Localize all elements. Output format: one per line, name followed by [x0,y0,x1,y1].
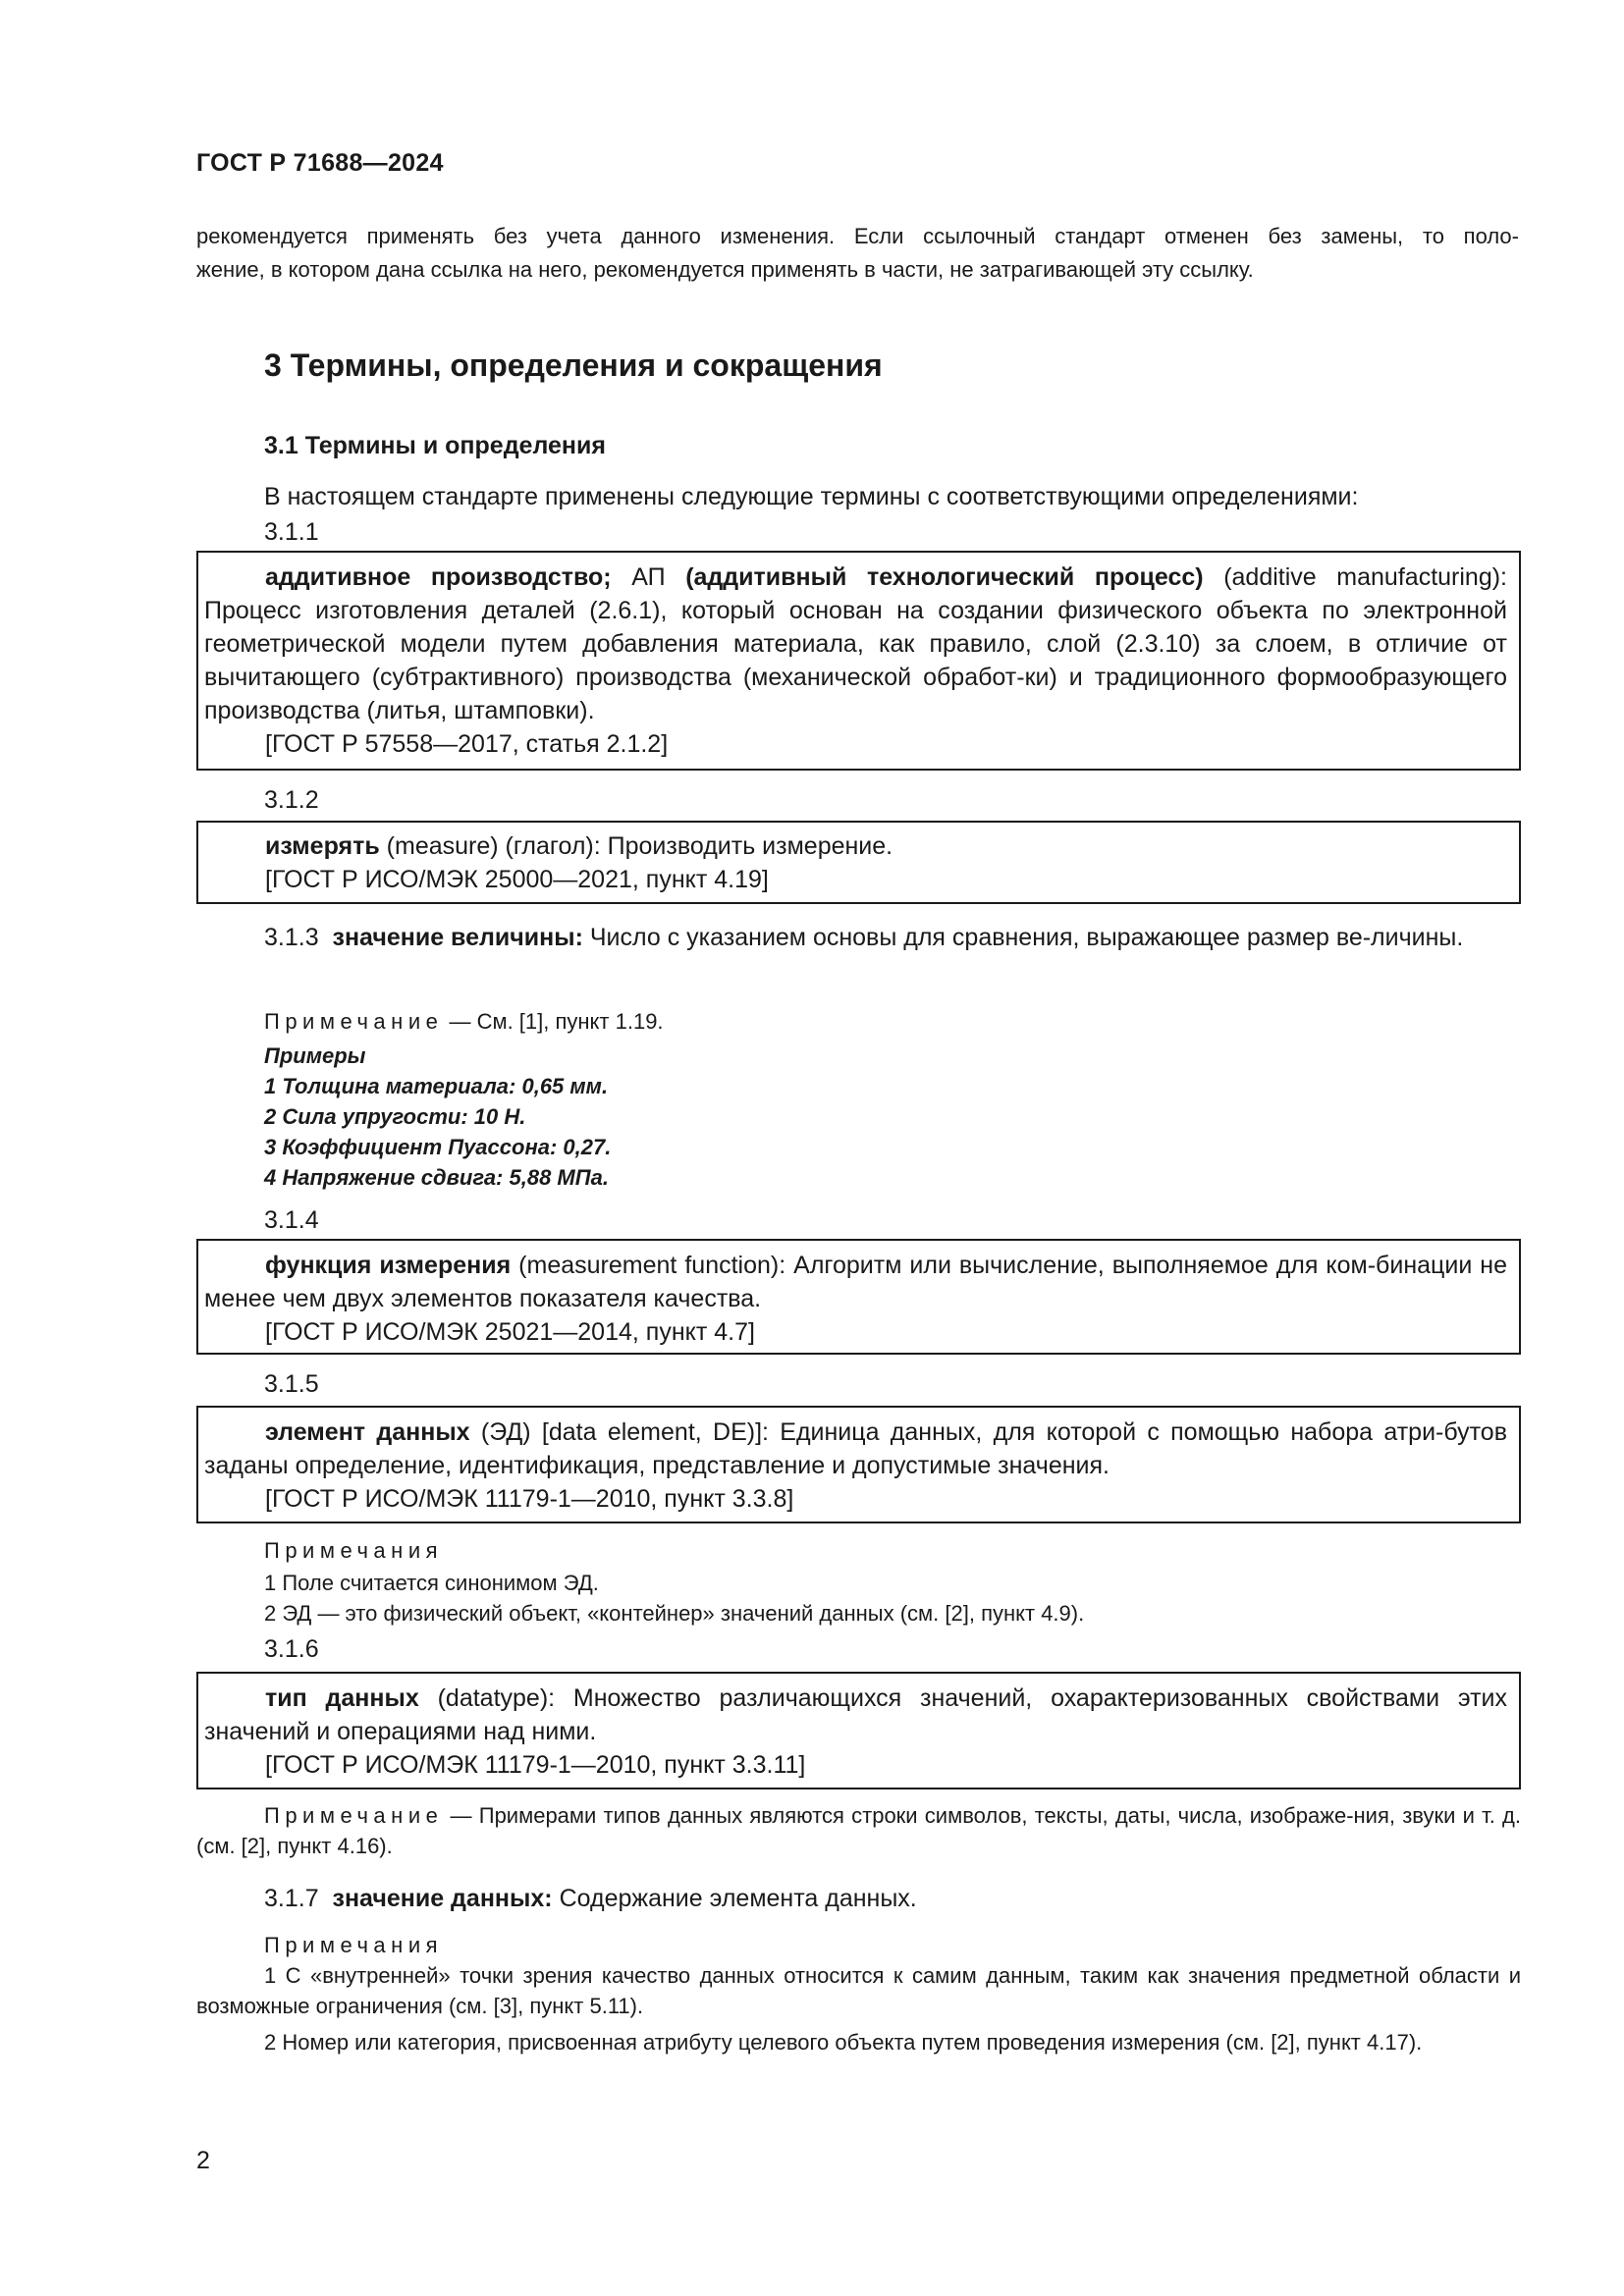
term-box-3-1-4 [196,1239,1521,1355]
example-item: 4 Напряжение сдвига: 5,88 МПа. [264,1165,609,1190]
term-source: [ГОСТ Р ИСО/МЭК 11179-1—2010, пункт 3.3.11] [265,1751,806,1779]
term-definition [204,829,1507,863]
document-code-header: ГОСТ Р 71688—2024 [196,149,444,177]
term-number: 3.1.3 [264,924,319,951]
term-box-3-1-6 [196,1672,1521,1789]
page-number: 2 [196,2147,210,2174]
term-number-3-1-2: 3.1.2 [264,786,319,814]
term-abbreviation: АП [611,563,686,591]
term-source: [ГОСТ Р 57558—2017, статья 2.1.2] [265,730,669,758]
note-item: 2 ЭД — это физический объект, «контейнер» значений данных (см. [2], пункт 4.9). [264,1601,1085,1626]
term-box-3-1-1 [196,551,1521,771]
subsection-heading: 3.1 Термины и определения [264,432,606,459]
examples-title: Примеры [264,1043,366,1068]
term-name: функция измерения [265,1252,512,1279]
notes-3-1-7 [196,1930,1521,2057]
note-3-1-3 [264,1005,664,1039]
term-definition [204,1249,1507,1315]
example-item: 2 Сила упругости: 10 Н. [264,1104,526,1129]
term-synonym: (аддитивный технологический процесс) [685,563,1204,591]
lead-paragraph: В настоящем стандарте применены следующие термины с соответствующими определениями: [264,483,1359,510]
term-3-1-7 [196,1882,1521,1915]
term-box-3-1-2 [196,821,1521,904]
note-item: 2 Номер или категория, присвоенная атрибуту целевого объекта путем проведения измерения (см. [2], пункт 4.17). [264,2030,1423,2055]
notes-3-1-5 [264,1534,1084,1629]
section-heading: 3 Термины, определения и сокращения [264,347,883,383]
term-number-3-1-4: 3.1.4 [264,1206,319,1234]
term-name: значение величины: [332,924,583,951]
term-number-3-1-1: 3.1.1 [264,518,319,546]
term-number-3-1-5: 3.1.5 [264,1370,319,1398]
term-definition [204,1682,1507,1748]
notes-label: Примечания [264,1538,444,1563]
intro-line-1: рекомендуется применять без учета данного изменения. Если ссылочный стандарт отменен без замены, то поло- [196,224,1519,248]
term-name: значение данных: [332,1885,553,1912]
term-definition [204,1415,1507,1482]
intro-line-2: жение, в котором дана ссылка на него, рекомендуется применять в части, не затрагивающей эту ссылку. [196,257,1254,282]
example-item: 1 Толщина материала: 0,65 мм. [264,1074,609,1098]
term-number-3-1-6: 3.1.6 [264,1635,319,1663]
term-3-1-3 [196,921,1521,954]
term-definition-text: (measurement function): Алгоритм или вычисление, выполняемое для ком-бинации не менее чем двух элементов показателя качества. [204,1252,1507,1312]
term-definition [196,921,1521,954]
notes-label: Примечания [264,1933,444,1957]
term-definition-text: Содержание элемента данных. [552,1885,917,1912]
term-definition-text: (measure) (глагол): Производить измерение. [379,832,893,860]
note-3-1-6 [196,1800,1521,1861]
term-definition-text: (ЭД) [data element, DE)]: Единица данных, для которой с помощью набора атри-бутов заданы определение, идентификация, представление и допустимые значения. [204,1418,1507,1479]
term-definition-text: (datatype): Множество различающихся значений, охарактеризованных свойствами этих значений и операциями над ними. [204,1684,1507,1745]
term-source: [ГОСТ Р ИСО/МЭК 25000—2021, пункт 4.19] [265,866,769,893]
example-item: 3 Коэффициент Пуассона: 0,27. [264,1135,612,1159]
term-source: [ГОСТ Р ИСО/МЭК 11179-1—2010, пункт 3.3.8] [265,1485,794,1513]
note-label: Примечание [264,1803,444,1828]
term-name: аддитивное производство; [265,563,612,591]
intro-paragraph [196,220,1519,287]
term-box-3-1-5 [196,1406,1521,1523]
term-number: 3.1.7 [264,1885,319,1912]
term-definition [196,1882,1521,1915]
term-name: измерять [265,832,380,860]
note-text: — См. [1], пункт 1.19. [443,1009,664,1034]
note-text: — Примерами типов данных являются строки символов, тексты, даты, числа, изображе-ния, звуки и т. д. (см. [2], пункт 4.16). [196,1803,1521,1858]
note-item: 1 С «внутренней» точки зрения качество данных относится к самим данным, таким как значения предметной области и возможные ограничения (см. [3], пункт 5.11). [196,1963,1521,2018]
term-name: тип данных [265,1684,419,1712]
note-paragraph [196,1800,1521,1861]
term-definition-text: (additive manufacturing): Процесс изготовления деталей (2.6.1), который основан на создании физического объекта по электронной геометрической модели путем добавления материала, как правило, слой (2.3.10) за слоем, в отличие от вычитающего (субтрактивного) производства (механической обработ-ки) и традиционного формообразующего производства (литья, штамповки). [204,563,1507,724]
term-definition-text: Число с указанием основы для сравнения, выражающее размер ве-личины. [582,924,1464,951]
term-source: [ГОСТ Р ИСО/МЭК 25021—2014, пункт 4.7] [265,1318,755,1346]
term-definition [204,561,1507,727]
note-item: 1 Поле считается синонимом ЭД. [264,1571,599,1595]
examples-3-1-3 [264,1041,611,1193]
note-label: Примечание [264,1009,444,1034]
term-name: элемент данных [265,1418,470,1446]
